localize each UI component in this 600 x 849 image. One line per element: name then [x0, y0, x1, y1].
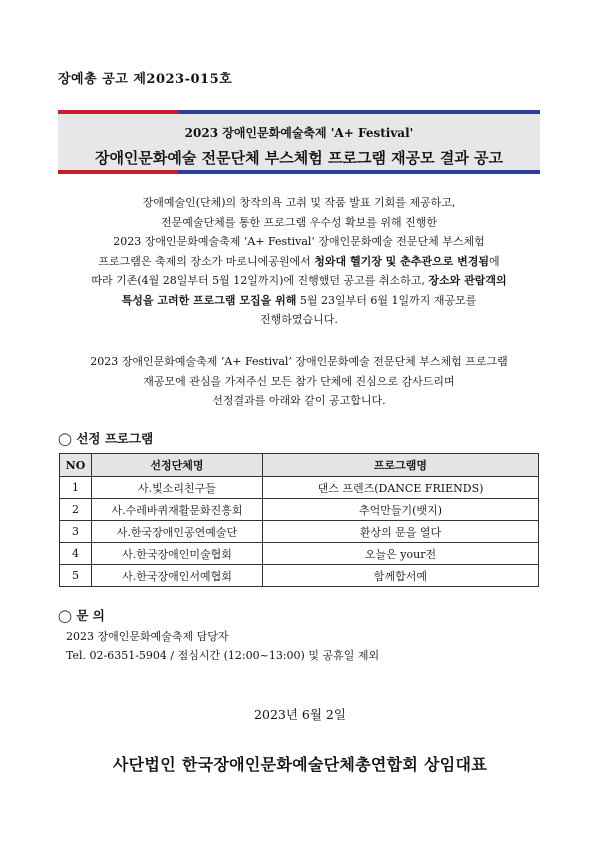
row-organization: 사.빛소리친구들 [92, 477, 263, 499]
row-no: 3 [60, 521, 92, 543]
title-box [58, 114, 540, 170]
table-row [60, 543, 539, 565]
thanks-line: 선정결과를 아래와 같이 공고합니다. [212, 394, 386, 407]
contact-person: 2023 장애인문화예술축제 담당자 [66, 630, 229, 643]
intro-line: 장애예술인(단체)의 창작의욕 고취 및 작품 발표 기회를 제공하고, [142, 196, 456, 209]
issuing-organization: 사단법인 한국장애인문화예술단체총연합회 상임대표 [112, 755, 488, 774]
intro-line [58, 291, 540, 311]
row-no: 4 [60, 543, 92, 565]
intro-text: 에 [488, 254, 500, 268]
intro-line [58, 271, 540, 291]
intro-text: 5월 23일부터 6월 1일까지 재공모를 [296, 293, 477, 307]
header-bottom-bar [58, 170, 540, 174]
row-organization: 사.한국장애인서예협회 [92, 565, 263, 587]
row-no: 5 [60, 565, 92, 587]
row-no: 2 [60, 499, 92, 521]
table-row [60, 565, 539, 587]
row-program: 오늘은 your전 [263, 543, 539, 565]
row-program: 댄스 프렌즈(DANCE FRIENDS) [263, 477, 539, 499]
intro-line [58, 252, 540, 272]
row-no: 1 [60, 477, 92, 499]
notice-number: 장예총 공고 제2023-015호 [58, 72, 233, 87]
selection-table [59, 453, 539, 587]
intro-text: 따라 기존(4월 28일부터 5월 12일까지)에 진행했던 공고를 취소하고, [91, 274, 429, 287]
intro-line: 2023 장애인문화예술축제 ‘A+ Festival’ 장애인문화예술 전문단체 부스체험 [113, 235, 485, 248]
contact-section-title: ◯ 문 의 [58, 608, 105, 623]
thanks-line: 2023 장애인문화예술축제 ‘A+ Festival’ 장애인문화예술 전문단체 부스체험 프로그램 [90, 355, 508, 368]
intro-emphasis: 장소와 관람객의 [428, 274, 507, 287]
contact-phone: Tel. 02-6351-5904 / 점심시간 (12:00~13:00) 및 공휴일 제외 [66, 649, 380, 662]
row-program: 추억만들기(뱃지) [263, 499, 539, 521]
announcement-date: 2023년 6월 2일 [254, 707, 346, 722]
intro-text: 프로그램은 축제의 장소가 마로니에공원에서 [98, 254, 315, 268]
intro-paragraph [58, 193, 540, 330]
thanks-line: 재공모에 관심을 가져주신 모든 참가 단체에 진심으로 감사드리며 [143, 374, 455, 388]
intro-emphasis: 청와대 헬기장 및 춘추관으로 변경됨 [314, 254, 489, 268]
row-program: 환상의 문을 열다 [263, 521, 539, 543]
table-header-row [60, 454, 539, 477]
row-organization: 사.한국장애인미술협회 [92, 543, 263, 565]
header-no: NO [60, 454, 92, 477]
intro-line: 진행하였습니다. [260, 313, 338, 326]
row-program: 함께합서예 [263, 565, 539, 587]
intro-emphasis: 특성을 고려한 프로그램 모집을 위해 [121, 293, 297, 307]
row-organization: 사.수레바퀴재활문화진흥회 [92, 499, 263, 521]
document-title: 장애인문화예술 전문단체 부스체험 프로그램 재공모 결과 공고 [94, 149, 504, 167]
header-organization: 선정단체명 [92, 454, 263, 477]
row-organization: 사.한국장애인공연예술단 [92, 521, 263, 543]
intro-line: 전문예술단체를 통한 프로그램 우수성 확보를 위해 진행한 [160, 215, 437, 229]
table-row [60, 521, 539, 543]
thanks-paragraph [58, 352, 540, 411]
table-row [60, 477, 539, 499]
selection-section-title: ◯ 선정 프로그램 [58, 431, 154, 446]
table-row [60, 499, 539, 521]
header-program: 프로그램명 [263, 454, 539, 477]
document-subtitle: 2023 장애인문화예술축제 'A+ Festival' [184, 126, 414, 140]
